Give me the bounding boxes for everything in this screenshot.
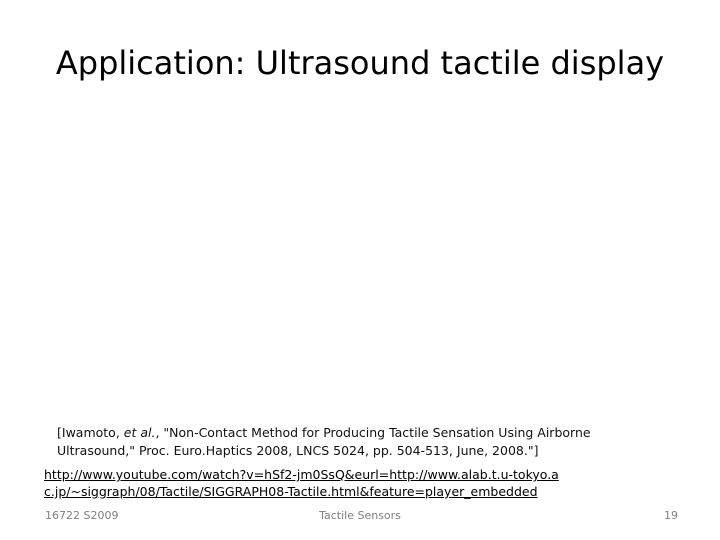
video-link[interactable]: http://www.youtube.com/watch?v=hSf2-jm0SsQ&eurl=http://www.alab.t.u-tokyo.ac.jp/~siggraph/08/Tactile/SIGGRAPH08-Tactile.html&feature=player_embedded xyxy=(44,467,559,499)
citation-rest: , "Non-Contact Method for Producing Tactile Sensation Using Airborne Ultrasound," Proc. Euro.Haptics 2008, LNCS 5024, pp. 504-513, June, 2008."] xyxy=(57,425,591,458)
page-number: 19 xyxy=(664,509,678,522)
citation xyxy=(57,424,667,460)
slide-title: Application: Ultrasound tactile display xyxy=(55,44,665,82)
footer-course: 16722 S2009 xyxy=(45,509,119,522)
citation-et-al: et al. xyxy=(123,425,156,440)
footer-topic: Tactile Sensors xyxy=(319,509,401,522)
citation-prefix: [Iwamoto, xyxy=(57,425,124,440)
